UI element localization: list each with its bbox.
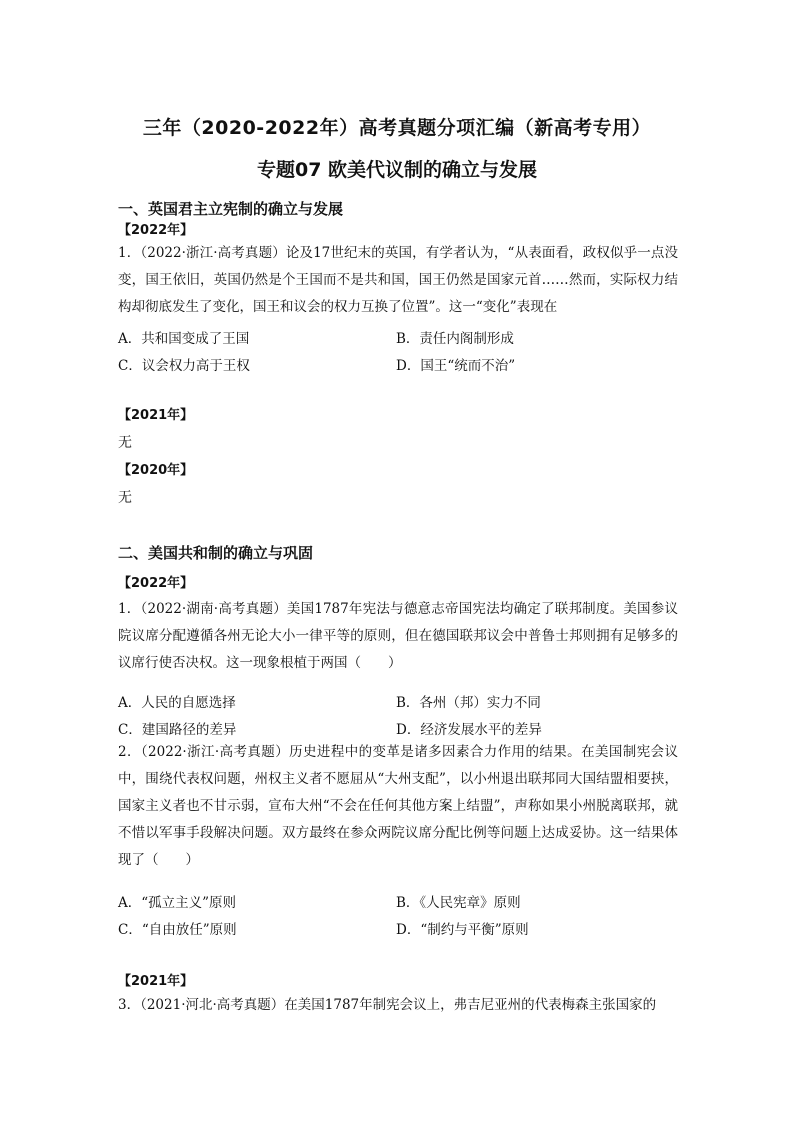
year-label: 【2022年】 (118, 576, 194, 591)
option-a: A．人民的自愿选择 (118, 695, 236, 711)
option-a: A．“孤立主义”原则 (118, 895, 237, 911)
option-b: B．《人民宪章》原则 (396, 895, 521, 911)
option-c: C．议会权力高于王权 (118, 358, 250, 374)
option-c: C．建国路径的差异 (118, 722, 237, 738)
option-d: D．“制约与平衡”原则 (396, 922, 529, 938)
option-d: D．经济发展水平的差异 (396, 722, 542, 738)
question-text: 3．（2021·河北·高考真题）在美国1787年制宪会议上，弗吉尼亚州的代表梅森主张国家的 (118, 997, 657, 1013)
question-text: 2．（2022·浙江·高考真题）历史进程中的变革是诸多因素合力作用的结果。在美国制宪会议中，围绕代表权问题，州权主义者不愿屈从“大州支配”，以小州退出联邦同大国结盟相要挟，国家主义者也不甘示弱，宣布大州“不会在任何其他方案上结盟”，声称如果小州脱离联邦，就不惜以军事手段解决问题。双方最终在参众两院议席分配比例等问题上达成妥协。这一结果体现了（ ） (118, 744, 678, 868)
no-questions-text: 无 (118, 435, 132, 451)
year-label: 【2020年】 (118, 463, 194, 478)
section-heading-2: 二、美国共和制的确立与巩固 (118, 544, 314, 562)
document-subtitle: 专题07 欧美代议制的确立与发展 (256, 159, 538, 181)
year-label: 【2022年】 (118, 223, 194, 238)
option-a: A．共和国变成了王国 (118, 331, 250, 347)
option-c: C．“自由放任”原则 (118, 922, 237, 938)
no-questions-text: 无 (118, 490, 132, 506)
option-b: B．责任内阁制形成 (396, 331, 514, 347)
year-label: 【2021年】 (118, 974, 194, 989)
document-title: 三年（2020-2022年）高考真题分项汇编（新高考专用） (142, 117, 652, 139)
section-heading-1: 一、英国君主立宪制的确立与发展 (118, 200, 344, 218)
option-b: B．各州（邦）实力不同 (396, 695, 541, 711)
year-label: 【2021年】 (118, 408, 194, 423)
question-text: 1．（2022·湖南·高考真题）美国1787年宪法与德意志帝国宪法均确定了联邦制度。美国参议院议席分配遵循各州无论大小一律平等的原则，但在德国联邦议会中普鲁士邦则拥有足够多的议席行使否决权。这一现象根植于两国（ ） (118, 601, 678, 671)
question-text: 1．（2022·浙江·高考真题）论及17世纪末的英国，有学者认为，“从表面看，政权似乎一点没变，国王依旧，英国仍然是个王国而不是共和国，国王仍然是国家元首……然而，实际权力结构却彻底发生了变化，国王和议会的权力互换了位置”。这一“变化”表现在 (118, 245, 678, 315)
option-d: D．国王“统而不治” (396, 358, 516, 374)
